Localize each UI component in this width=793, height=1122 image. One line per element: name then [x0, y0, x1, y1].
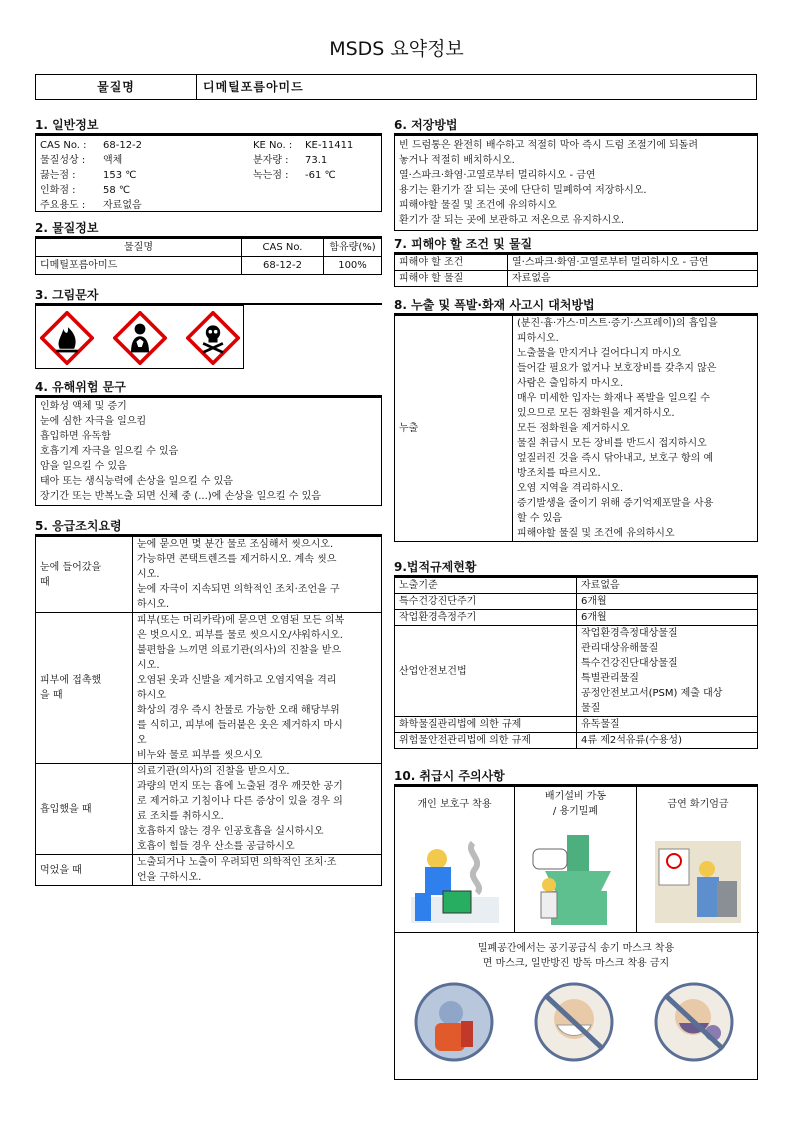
table-header: 함유량(%)	[324, 239, 382, 257]
section-title: 9.법적규제현황	[394, 560, 477, 574]
hazard-statement: 호흡기계 자극을 일으킬 수 있음	[40, 446, 179, 457]
first-aid-label: 피부에 접촉했 을 때	[36, 613, 133, 764]
section-hazard-statements	[35, 379, 382, 506]
handling-cell-exhaust: 배기설비 가동 / 용기밀폐	[515, 787, 637, 933]
hazard-box	[35, 397, 382, 506]
section-general-info	[35, 117, 382, 212]
first-aid-table	[35, 536, 382, 886]
handling-cell-no-smoking: 금연 화기엄금	[637, 787, 759, 933]
first-aid-text: 의료기관(의사)의 진찰을 받으시오. 과량의 먼지 또는 흄에 노출된 경우 깨끗한 공기 로 제거하고 기침이나 다른 증상이 있을 경우 의 료 조치를 취하시오. 호흡하지 않는 경우 인공호흡을 실시하시오 호흡이 힘들 경우 산소를 공급하시오	[133, 764, 382, 855]
section-title: 8. 누출 및 폭발·화재 사고시 대처방법	[394, 298, 595, 312]
spill-text: (분진·흄·가스·미스트·증기·스프레이)의 흡입을 피하시오. 노출물을 만지거나 걸어다니지 마시오 들어갈 필요가 없거나 보호장비를 갖추지 않은 사람은 출입하지 마시오. 매우 미세한 입자는 화재나 폭발을 일으킬 수 있으므로 모든 점화원을 제거하시오. 모든 점화원을 제거하시오 물질 취급시 모든 장비를 반드시 접지하시오 엎질러진 것을 즉시 닦아내고, 보호구 항의 예 방조치를 따르시오. 오염 지역을 격리하시오. 증기발생을 줄이기 위해 증기억제포말을 사용 할 수 있음 피해야할 물질 및 조건에 유의하시오	[513, 316, 758, 542]
exhaust-hood-icon	[527, 835, 625, 927]
table-header: 물질명	[36, 239, 242, 257]
hazard-statement: 눈에 심한 자극을 일으킴	[40, 416, 147, 427]
hazard-statement: 흡입하면 유독함	[40, 431, 111, 442]
first-aid-label: 흡입했을 때	[36, 764, 133, 855]
section-title: 7. 피해야 할 조건 및 물질	[394, 237, 533, 251]
general-info-box: CAS No. : 68-12-2 KE No. : KE-11411 물질성상 : 액체 분자량 : 73.1 끓는점 : 153 ℃ 녹는점 : -61 ℃ 인화점 : 58 ℃ 주요용도 : 자료없음	[35, 135, 382, 212]
health-hazard-icon	[113, 311, 167, 365]
section-regulation	[394, 559, 758, 749]
pictogram-box	[35, 305, 244, 369]
table-cell: 100%	[324, 257, 382, 275]
section-title: 6. 저장방법	[394, 118, 458, 132]
section-spill	[394, 297, 758, 542]
handling-bottom	[395, 933, 757, 971]
section-title: 3. 그림문자	[35, 288, 99, 302]
avoid-table: 피해야 할 조건 열·스파크·화염·고열로부터 멀리하시오 - 금연 피해야 할 물질 자료없음	[394, 254, 758, 287]
flame-icon	[40, 311, 94, 365]
worker-ppe-icon	[407, 837, 503, 925]
section-title: 5. 응급조치요령	[35, 519, 122, 533]
hazard-statement: 장기간 또는 반복노출 되면 신체 중 (...)에 손상을 일으킬 수 있음	[40, 491, 321, 502]
regulation-table: 노출기준 자료없음 특수건강진단주기 6개월 작업환경측정주기 6개월 산업안전보건법 작업환경측정대상물질 관리대상유해물질 특수건강진단대상물질 특별관리물질 공정안전보고서(PSM) 제출 대상 물질 화학물질관리법에 의한 규제 유독물질 위험물안전관리법에 의한 규제 4류 제2석유류(수용성)	[394, 577, 758, 749]
first-aid-text: 눈에 묻으면 몇 분간 물로 조심해서 씻으시오. 가능하면 콘택트렌즈를 제거하시오. 계속 씻으 시오. 눈에 자극이 지속되면 의학적인 조치·조언을 구 하시오.	[133, 537, 382, 613]
table-header: CAS No.	[242, 239, 324, 257]
spill-table	[394, 315, 758, 542]
mask-notice: 밀폐공간에서는 공기공급식 송기 마스크 착용	[477, 943, 675, 954]
first-aid-label: 눈에 들어갔을 때	[36, 537, 133, 613]
section-title: 10. 취급시 주의사항	[394, 769, 505, 783]
skull-crossbones-icon	[186, 311, 240, 365]
table-cell: 디메틸포름아미드	[36, 257, 242, 275]
section-title: 4. 유해위험 문구	[35, 380, 126, 394]
section-substance-info	[35, 220, 382, 275]
page-title: MSDS 요약정보	[329, 38, 464, 60]
section-handling	[394, 768, 758, 1080]
handling-cell-ppe: 개인 보호구 착용	[395, 787, 515, 933]
section-storage	[394, 117, 758, 231]
first-aid-text: 피부(또는 머리카락)에 묻으면 오염된 모든 의복 은 벗으시오. 피부를 물로 씻으시오/샤워하시오. 불편함을 느끼면 의료기관(의사)의 진찰을 받으 시오. 오염된 옷과 신발을 제거하고 오염지역을 격리 하시오 화상의 경우 즉시 찬물로 가능한 오래 해당부위 를 식히고, 피부에 들러붙은 옷은 제거하지 마시 오 비누와 물로 피부를 씻으시오	[133, 613, 382, 764]
table-cell: 68-12-2	[242, 257, 324, 275]
no-gas-mask-icon	[653, 981, 735, 1063]
section-title: 1. 일반정보	[35, 118, 99, 132]
handling-box	[394, 786, 758, 1080]
no-dust-mask-icon	[533, 981, 615, 1063]
spill-label: 누출	[395, 316, 513, 542]
substance-label: 물질명	[36, 75, 197, 99]
section-avoid	[394, 236, 758, 287]
substance-name: 디메틸포름아미드	[203, 80, 304, 94]
hazard-statement: 인화성 액체 및 증기	[40, 401, 127, 412]
substance-table	[35, 238, 382, 275]
supplied-air-mask-icon	[413, 981, 495, 1063]
first-aid-text: 노출되거나 노출이 우려되면 의학적인 조치·조 언을 구하시오.	[133, 855, 382, 886]
hazard-statement: 암을 일으킬 수 있음	[40, 461, 127, 472]
hazard-statement: 태아 또는 생식능력에 손상을 일으킬 수 있음	[40, 476, 233, 487]
first-aid-label: 먹었을 때	[36, 855, 133, 886]
section-pictograms	[35, 287, 382, 369]
storage-box: 빈 드럼통은 완전히 배수하고 적절히 막아 즉시 드럼 조절기에 되돌려 놓거나 적절히 배치하시오. 열·스파크·화염·고열로부터 멀리하시오 - 금연 용기는 환기가 잘 되는 곳에 단단히 밀폐하여 저장하시오. 피해야할 물질 및 조건에 유의하시오 환기가 잘 되는 곳에 보관하고 저온으로 유지하시오.	[394, 135, 758, 231]
mask-notice: 면 마스크, 일반방진 방독 마스크 착용 금지	[482, 958, 670, 969]
substance-bar	[35, 74, 757, 100]
no-smoking-icon	[651, 831, 745, 925]
section-first-aid	[35, 518, 382, 886]
section-title: 2. 물질정보	[35, 221, 99, 235]
